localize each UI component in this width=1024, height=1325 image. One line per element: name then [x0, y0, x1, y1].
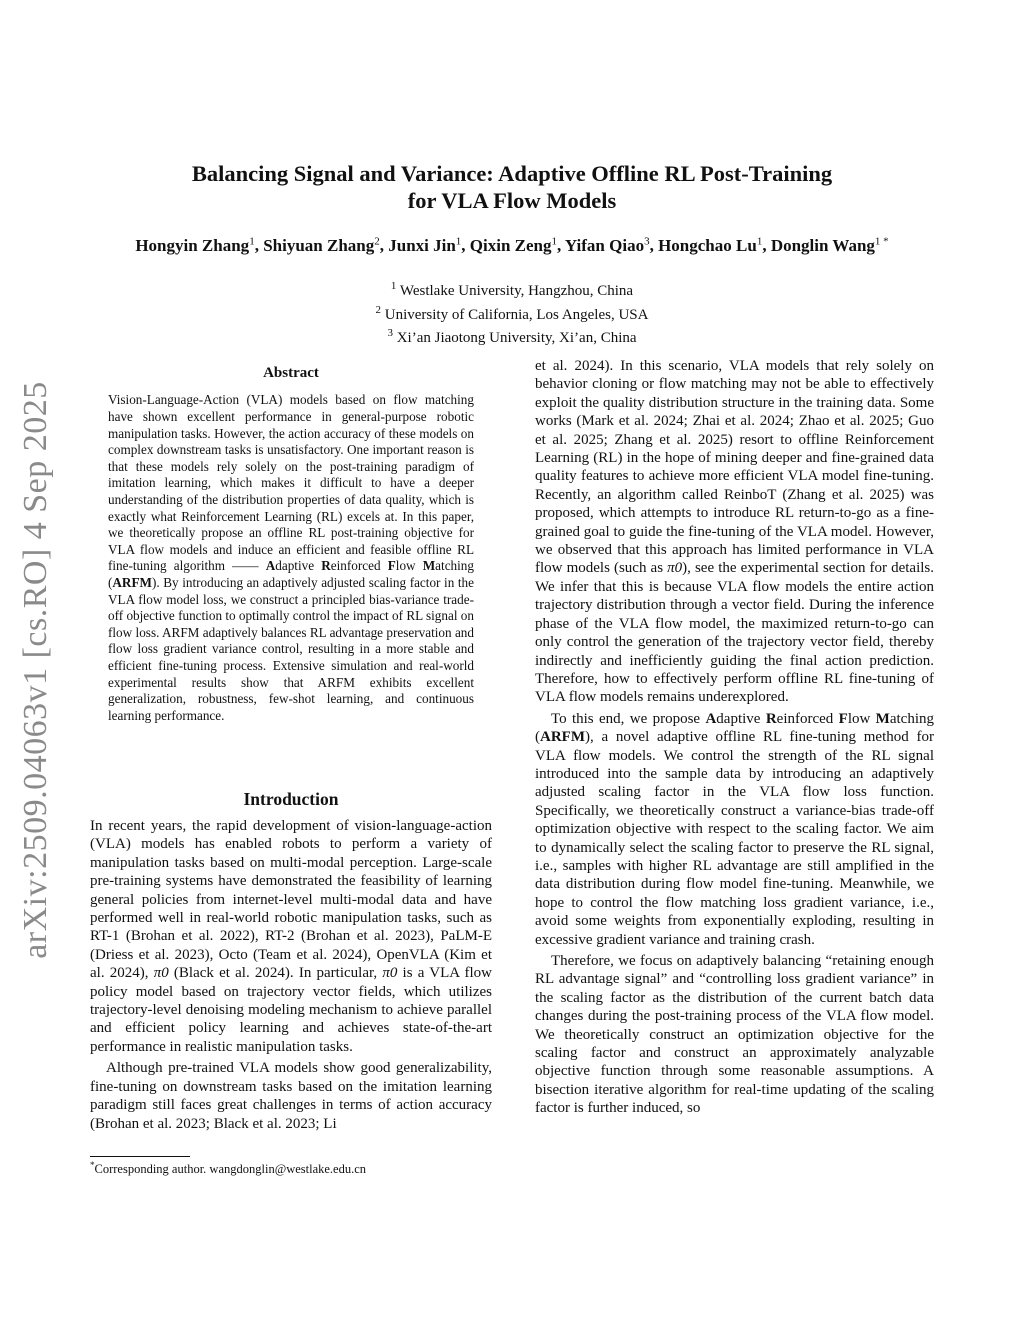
- paper-title: [100, 160, 924, 214]
- author: Shiyuan Zhang$^2$: [263, 235, 380, 255]
- footnote: *Corresponding author. wangdonglin@westlake.edu.cn: [90, 1160, 367, 1177]
- author: Hongchao Lu$^1$: [658, 235, 763, 255]
- affiliation: $^2$ University of California, Los Angeles, USA: [375, 303, 649, 323]
- author: Junxi Jin$^1$: [388, 235, 462, 255]
- abstract-heading: Abstract: [263, 365, 319, 381]
- author-list: Hongyin Zhang$^1$, Shiyuan Zhang$^2$, Junxi Jin$^1$, Qixin Zeng$^1$, Yifan Qiao$^3$, Hongchao Lu$^1$, Donglin Wang$^{1 *}$: [135, 235, 889, 255]
- introduction-right-column: [535, 357, 934, 1118]
- author: Yifan Qiao$^3$: [564, 235, 650, 255]
- paragraph: et al. 2024). In this scenario, VLA models that rely solely on behavior cloning or flow matching may not be able to effectively exploit the quality distribution structure in the training data. Some works (Mark et al. 2024; Zhai et al. 2024; Zhao et al. 2025; Guo et al. 2025; Zhang et al. 2025) resort to offline Reinforcement Learning (RL) in the hope of mining deeper and fine-grained data quality features to achieve more efficient VLA model fine-tuning. Recently, an algorithm called ReinboT (Zhang et al. 2025) was proposed, which attempts to introduce RL return-to-go as a fine-grained goal to guide the fine-tuning of the VLA model. However, we observed that this approach has limited performance in VLA flow models (such as π0), see the experimental section for details. We infer that this is because VLA flow models the entire action trajectory distribution through a vector field. During the inference phase of the VLA flow model, the maximized return-to-go can only control the generation of the trajectory vector field, thereby indirectly and inefficiently guiding the final action prediction. Therefore, how to effectively perform offline RL fine-tuning of VLA flow models remains underexplored.: [535, 358, 935, 706]
- arxiv-id-text: arXiv:2509.04063v1 [cs.RO] 4 Sep 2025: [17, 381, 54, 959]
- arxiv-stamp: [6, 380, 66, 960]
- paragraph: Although pre-trained VLA models show good generalizability, fine-tuning on downstream tasks based on the imitation learning paradigm still faces great challenges in terms of action accuracy (Brohan et al. 2023; Black et al. 2023; Li: [90, 1060, 492, 1132]
- footnote-rule: [90, 1156, 190, 1157]
- abstract-body: Vision-Language-Action (VLA) models based on flow matching have shown excellent performance in general-purpose robotic manipulation tasks. However, the action accuracy of these models on complex downstream tasks is unsatisfactory. One important reason is that these models rely solely on the post-training paradigm of imitation learning, which makes it difficult to have a deeper understanding of the distribution properties of data quality, which is exactly what Reinforcement Learning (RL) excels at. In this paper, we theoretically propose an offline RL post-training objective for VLA flow models and induce an efficient and feasible offline RL fine-tuning algorithm —— Adaptive Reinforced Flow Matching (ARFM). By introducing an adaptively adjusted scaling factor in the VLA flow model loss, we construct a principled bias-variance trade-off objective function to optimally control the impact of RL signal on flow loss. ARFM adaptively balances RL advantage preservation and flow loss gradient variance control, resulting in a more stable and efficient fine-tuning process. Extensive simulation and real-world experimental results show that ARFM exhibits excellent generalization, robustness, few-shot learning, and continuous learning performance.: [108, 392, 474, 723]
- affiliations: [250, 277, 774, 348]
- introduction-heading: Introduction: [243, 789, 339, 809]
- abstract-section: [108, 364, 474, 724]
- affiliation: $^3$ Xi’an Jiaotong University, Xi’an, China: [387, 327, 637, 346]
- paragraph: In recent years, the rapid development of vision-language-action (VLA) models has enabled robots to perform a variety of manipulation tasks based on multi-modal perception. Large-scale pre-training systems have demonstrated the feasibility of learning general policies from internet-level multi-modal data and have performed well in real-world robotic manipulation tasks, such as RT-1 (Brohan et al. 2022), RT-2 (Brohan et al. 2023), PaLM-E (Driess et al. 2023), Octo (Team et al. 2024), OpenVLA (Kim et al. 2024), π0 (Black et al. 2024). In particular, π0 is a VLA flow policy model based on trajectory vector fields, which utilizes trajectory-level denoising modeling mechanism to achieve parallel and efficient policy learning and achieves state-of-the-art performance in realistic manipulation tasks.: [90, 818, 492, 1055]
- author: Qixin Zeng$^1$: [469, 235, 558, 255]
- title-line-1: Balancing Signal and Variance: Adaptive Offline RL Post-Training: [191, 161, 833, 186]
- author: Hongyin Zhang$^1$: [135, 235, 255, 255]
- introduction-left-column: [90, 817, 492, 1133]
- paragraph: To this end, we propose Adaptive Reinforced Flow Matching (ARFM), a novel adaptive offline RL fine-tuning method for VLA flow models. We control the strength of the RL signal introduced into the sample data by introducing an adaptively adjusted scaling factor in the VLA flow loss function. Specifically, we theoretically construct a variance-bias trade-off optimization objective with respect to the scaling factor. We aim to dynamically select the scaling factor to preserve the RL signal, i.e., samples with higher RL advantage are still amplified in the data distribution during flow model fine-tuning. Meanwhile, we hope to control the flow matching loss gradient variance, i.e., avoid some weights from exponentially exploding, resulting in excessive gradient variance and training crash.: [535, 710, 934, 948]
- paragraph: Therefore, we focus on adaptively balancing “retaining enough RL advantage signal” and “controlling loss gradient variance” in the scaling factor as the distribution of the current batch data changes during the post-training process of the VLA flow model. We theoretically construct an optimization objective for the scaling factor and construct an approximately analyzable objective function through some reasonable assumptions. A bisection iterative algorithm for real-time updating of the scaling factor is further induced, so: [535, 953, 934, 1117]
- author: Donglin Wang$^{1 *}$: [770, 235, 889, 255]
- affiliation: $^1$ Westlake University, Hangzhou, China: [390, 280, 634, 299]
- title-line-2: for VLA Flow Models: [407, 188, 617, 213]
